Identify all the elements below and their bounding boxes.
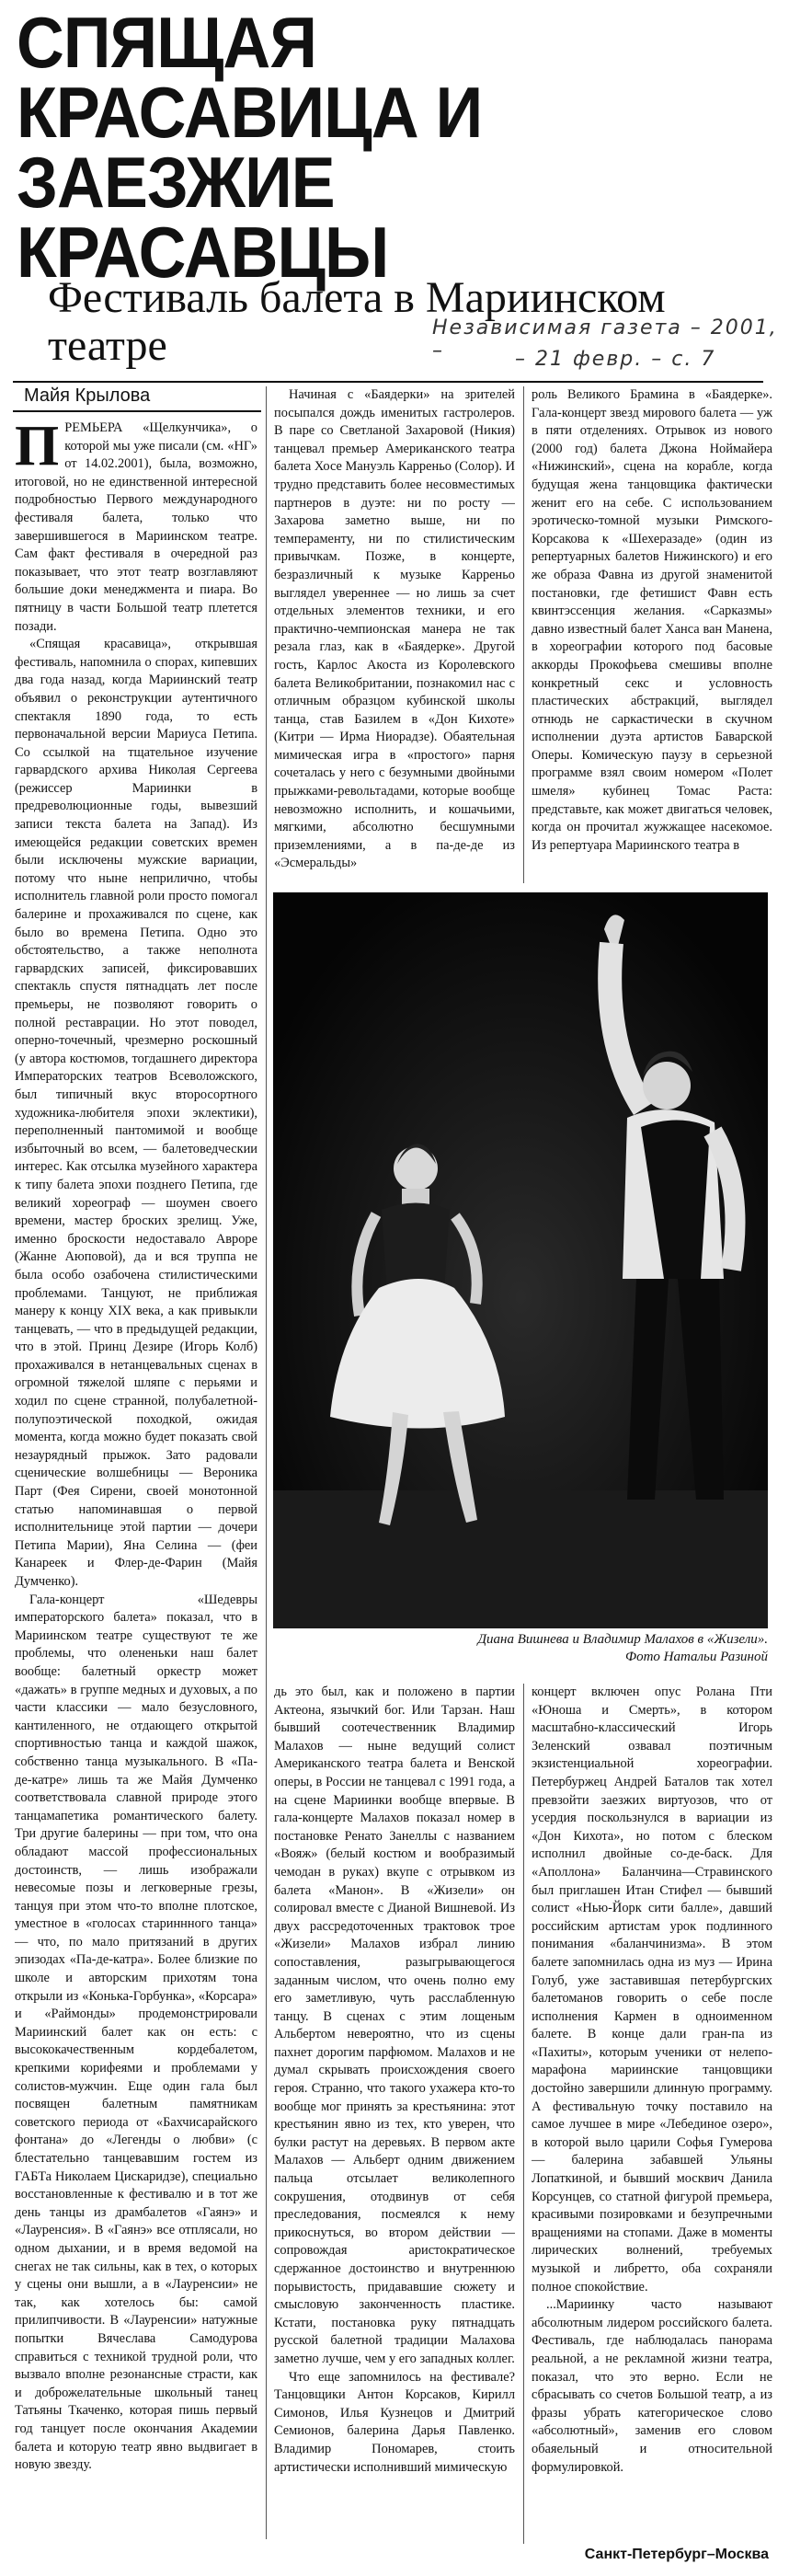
col1-paragraph-2: «Спящая красавица», открывшая фестиваль, напомнила о спорах, кипевших два года назад, когда Мариинский театр объявил о реконструкции аутентичного спектакля 1890 года, то есть первоначальной версии Мариуса Петипа. Со ссылкой на тщательное изучение гарвардского архива Николая Сергеева (режиссер Мариинки в предреволюционные годы, вывезший записи текста балета на Запад). Из имеющейся редакции советских времен были исключены мужские вариации, потому что ныне неприлично, чтобы исполнитель главной роли просто помогал балерине и прохаживался по сцене, как было во времена Петипа. Одно это обстоятельство, а также неполнота гарвардских записей, фиксировавших спектакль спустя пятнадцать лет после премьеры, не позволяют говорить о полной реставрации. Но этот поводел, оперно-точечный, чрезмерно роскошный (у автора костюмов, тогдашнего директора Императорских театров Всеволожского, был типичный вкус второсортного художника-любителя эпохи эклектики), переполненный пантомимой и вообще избыточный во всем, — балетоведческии интерес. Как отсылка музейного характера к типу балета эпохи позднего Петипа, где великий хореограф — шоумен своего времени, мастер броских зрелищ. Уже, именно броскости недоставало Авроре (Жанне Аюповой), да и вся труппа не была особо озабочена стилистическими проблемами. Танцуют, не приближая манеру к концу XIX века, а как привыкли танцевать, — что в предыдущей редакции, что в этой. Принц Дезире (Игорь Колб) прохаживался в нетанцевальных сценах в огромной тяжелой шляпе с перьями и ходил по сцене странной, полубалетной-полупоэтической походкой, ожидая момента, когда можно будет показать свой незаурядный прыжок. Зато радовали сценические волшебницы — Вероника Парт (Фея Сирени, своей монотонной статью напоминавшая о первой исполнительнице этой партии — дочери Петипа Марии), Яна Селина — (феи Канареек и Флер-де-Фарин (Майя Думченко). [15, 637, 257, 1589]
column-3-top [532, 386, 772, 883]
column-2-bottom [274, 1684, 515, 2544]
column-divider-3 [523, 1684, 524, 2544]
subtitle: Фестиваль балета в Мариинском театре [48, 273, 666, 370]
col3-paragraph-3: ...Мариинку часто называют абсолютным лидером российского балета. Фестиваль, где наблюдалась панорама реальной, а не рекламной жизни театра, показал, что это верно. Если не сбрасывать со счетов Большой театр, а из фразы убрать категорическое слово «абсолютный», заменив его словом обаяельный и относительной формулировкой. [532, 2297, 772, 2475]
col2-paragraph-2: дь это был, как и положено в партии Актеона, язычкий бог. Или Тарзан. Наш бывший соотечественник Владимир Малахов — ныне ведущий солист Американского театра балета и Венской оперы, в России не танцевал с 1991 года, а на сцене Мариинки вообще впервые. В гала-концерте Малахов показал номер в постановке Ренато Занеллы с названием «Вояж» (белый костюм и вообразимый чемодан в руках) вкупе с отрывком из балета «Манон». В «Жизели» он солировал вместе с Дианой Вишневой. Из двух рассредоточенных трактовок трое «Жизели» Малахов избрал линию сопоставления, разыгрывающегося заданным числом, что очень полно ему его заметливую, чуть расслабленную танцу. В сценах с этим лощеным Альбертом невероятно, что из сцены пахнет дорогим парфюмом. Малахов и не думал скрывать происхождения своего героя. Странно, что такого ухажера кто-то вообще мог принять за крестьянина: этот крестьянин явно из тех, кто уверен, что булки растут на деревьях. В первом акте Малахов — Альберт одним движением пальца отсылает великолепного сокрушения, отодвинув от себя преследования, посмеялся к нему прикоснуться, во втором действии — сопровождая аристократическое сдержанное достоинство и внутреннюю порывистость, придававшие сюжету и смысловую законченность пластике. Кстати, постановка руку пятнадцать русской балетной традиции Малахова заметно лучше, чем у его западных коллег. [274, 1685, 515, 2366]
photo-caption [303, 1631, 768, 1666]
column-divider-1 [266, 386, 267, 2539]
handwritten-note: Независимая газета – 2001, – [432, 316, 778, 362]
caption-names: Диана Вишнева и Владимир Малахов в «Жизели». [477, 1632, 768, 1647]
col2-paragraph-1: Начиная с «Баядерки» на зрителей посыпался дождь именитых гастролеров. В паре со Светланой Захаровой (Никия) танцевал премьер Американского театра балета Хосе Мануэль Карреньо (Солор). И трудно представить более несовместимых партнеров в дуэте: ни по росту — Захарова заметно выше, ни по темпераменту, ни по стилистическим привычкам. Позже, в концерте, безразличный к музыке Карреньо выглядел увереннее — но лишь за счет отдельных элементов техники, и его практично-чемпионская манера не так резала глаз, как в «Баядерке». Другой гость, Карлос Акоста из Королевского балета Великобритании, познакомил нас с отличным образцом кубинской школы танца, став Базилем в «Дон Кихоте» (Китри — Ирма Ниорадзе). Обаятельная мимическая игра в «простого» парня сочеталась у него с безумными двойными прыжками-револьтадами, которые вообще невозможно исполнить, и кошачьими, мягкими, абсолютно бесшумными приземлениями, а в па-де-де из «Эсмеральды» [274, 387, 515, 871]
byline-rule [13, 410, 261, 412]
column-3-bottom [532, 1684, 772, 2539]
column-2-top [274, 386, 515, 883]
ballet-photo [273, 892, 768, 1628]
dropcap: П [15, 420, 60, 477]
col3-paragraph-1: роль Великого Брамина в «Баядерке». Гала-концерт звезд мирового балета — уж в пяти отделениях. Отрывок из нового (2000 год) балета Джона Ноймайера «Нижинский», сцена на корабле, когда будущая жена танцовщика фактически женит его на себе. С использованием эротическо-томной музыки Римского-Корсакова к «Шехеразаде» (один из репертуарных балетов Нижинского) и его же образа Фавна из другой знаменитой постановки, где фетишист Фавн есть квинтэссенция желания. «Сарказмы» давно известный балет Ханса ван Манена, в хореографии которого под басовые аккорды Прокофьева смешивы вполне конкретный секс и условность пластических абстракций, выглядел отнюдь не саркастически в скучном исполнении дуэта артистов Баварской Оперы. Комическую паузу в серьезной программе взял своим номером «Полет шмеля» кубинец Томас Раста: представьте, как может двигаться человек, когда он прочитал жужжащее насекомое. Из репертуара Мариинского театра в [532, 387, 772, 853]
ballet-dancers-image [273, 892, 768, 1628]
col1-paragraph-1: РЕМЬЕРА «Щелкунчика», о которой мы уже писали (см. «НГ» от 14.02.2001), была, возможно, итоговой, но не единственной интересной подробностью Первого международного фестиваля балета, только что завершившегося в Мариинском театре. Сам факт фестиваля в очередной раз показывает, что этот театр возглавляют большие доки менеджмента и пиара. Во пятницу в части Большой театр плетется позади. [15, 420, 257, 634]
top-rule [13, 381, 763, 383]
byline: Майя Крылова [24, 385, 151, 406]
handwritten-note-date: – 21 февр. – с. 7 [515, 348, 716, 371]
dateline: Санкт-Петербург–Москва [584, 2547, 769, 2562]
column-1 [15, 420, 257, 2554]
col2-paragraph-3: Что еще запомнилось на фестивале? Танцовщики Антон Корсаков, Кирилл Симонов, Илья Кузнецов и Дмитрий Семионов, балерина Дарья Павленко. Владимир Пономарев, стоить артистически исполнивший мимическую [274, 2369, 515, 2475]
column-divider-2 [523, 386, 524, 883]
headline: СПЯЩАЯ КРАСАВИЦА И ЗАЕЗЖИЕ КРАСАВЦЫ [17, 2, 483, 293]
col1-paragraph-3: Гала-концерт «Шедевры императорского балета» показал, что в Мариинском театре существуют те же проблемы, что олененьки наш балет вообще: балетный оркестр может «дажать» в группе медных и духовых, а по части классики — мало безусловного, кантиленного, не отдающего открытой спортивностью танца и каждой шажок, собственно танца музыкального. В «Па-де-катре» лишь та же Майя Думченко соответствовала славной природе этого танцамапетика романтического балету. Три другие балерины — при том, что она обладают массой профессиональных достоинств, — лишь изображали невесомые позы и легковерные грезы, танцуя при этом что-то вполне плотское, уместное в «голосах стариннного танца» — что, по мало притязаний в других эпизодах «Па-де-катра». Более близкие по школе и авторским прихотям тона открыли из «Конька-Горбунка», «Корсара» и «Раймонды» продемонстрировали Мариинский балет как он есть: с высококачественным кордебалетом, крепкими корифеями и проблемами у солистов-мужчин. Еще один гала был посвящен балетным памятникам советского периода от «Бахчисарайского фонтана» до «Легенды о любви» (с блестательно танцевавшим гостем из ГАБТа Николаем Цискаридзе), специально восстановленные к фестивалю и в тот же день танцы из драмбалетов «Гаянэ» и «Лауренсия». В «Гаянэ» все отплясали, но одном дыхании, и в время ведомой на снегах не так сильны, как в тех, о которых у сцены они вышли, а в «Лауренсии» не так, как хотелось бы: самой прилипчивости. В «Лауренсии» натужные попытки Вячеслава Самодурова справиться с техникой трудной роли, что вызвало вполне резонансные страсти, как и доброжелательные школьный танец Татьяны Ткаченко, которая пишь первый год танцует после окончания Академии балета и которую театр явно выдвигает в новую звезду. [15, 1592, 257, 2473]
col3-paragraph-2: концерт включен опус Ролана Пти «Юноша и Смерть», в котором масштабно-классический Игорь Зеленский озвавал поэтичным экзистенциальной хореографии. Петербуржец Андрей Баталов так хотел превзойти заезжих виртуозов, что от усердия поскользнулся в вариации из «Дон Кихота», но потом с блеском исполнил двойные со-де-баск. Для «Аполлона» Баланчина—Стравинского был приглашен Итан Стифел — бывший солист «Нью-Йорк сити балле», давший российским артистам урок подлинного понимания «баланчинизма». В этом балете запомнилась одна из муз — Ирина Голуб, уже заставившая петербургских балетоманов говорить о себе после исполнения Кармен в одноименном балете. В конце дали гран-па из «Пахиты», которым ученики от нелепо-марафона мариинские танцовщики достойно завершили длинную программу. А фестивальную точку поставило на самое лучшее в мире «Лебединое озеро», в которой выло царили Софья Гумерова — балерина забавшей Ульяны Лопаткиной, и бывший москвич Данила Корсунцев, со статной фигурой премьера, красивыми позировками и безупречными вращениями на стопами. Даже в моменты лирических волнений, требуемых музыкой и либретто, оба сохраняли полное спокойствие. [532, 1685, 772, 2294]
caption-credit: Фото Натальи Разиной [625, 1650, 768, 1664]
